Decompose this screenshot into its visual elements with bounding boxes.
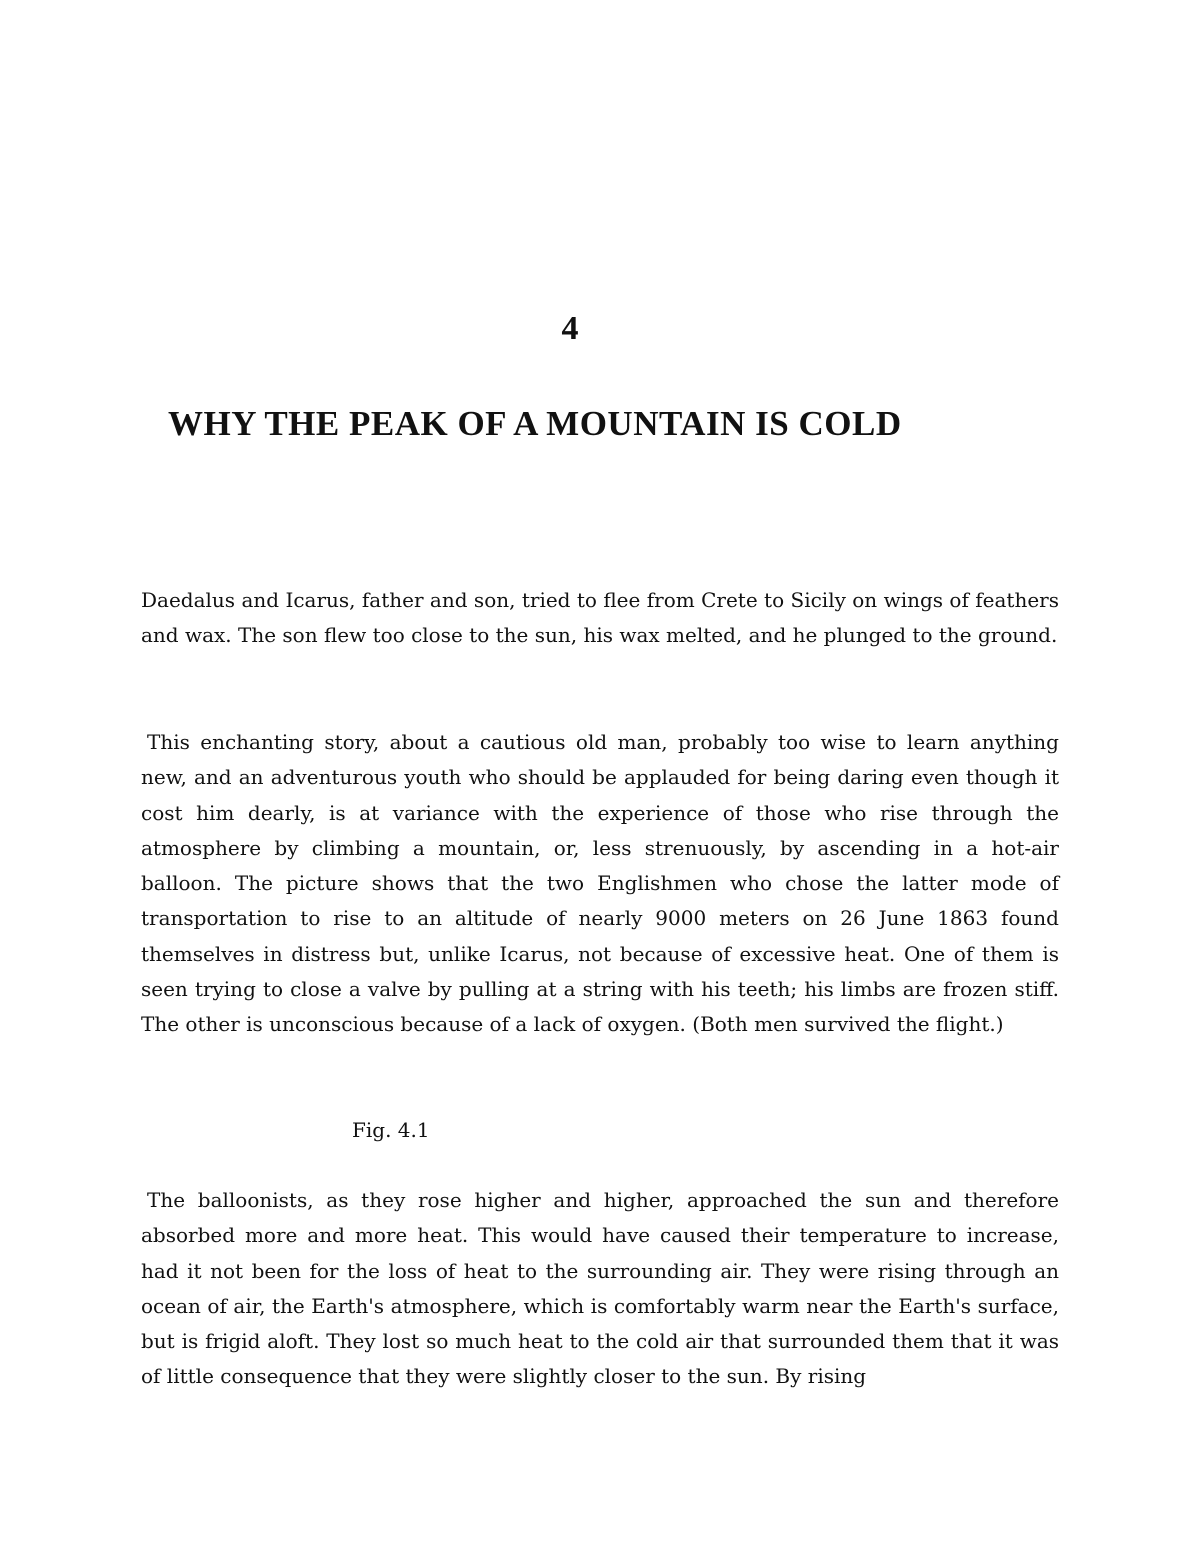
paragraph-daedalus-icarus: Daedalus and Icarus, father and son, tried to flee from Crete to Sicily on wings of feathers and wax. The son flew too close to the sun, his wax melted, and he plunged to the ground.: [141, 588, 1059, 648]
figure-caption: Fig. 4.1: [352, 1118, 430, 1142]
paragraph-balloon-story: This enchanting story, about a cautious old man, probably too wise to learn anything new, and an adventurous youth who should be applauded for being daring even though it cost him dearly, is at variance with the experience of those who rise through the atmosphere by climbing a mountain, or, less strenuously, by ascending in a hot-air balloon. The picture shows that the two Englishmen who chose the latter mode of transportation to rise to an altitude of nearly 9000 meters on 26 June 1863 found themselves in distress but, unlike Icarus, not because of excessive heat. One of them is seen trying to close a valve by pulling at a string with his teeth; his limbs are frozen stiff. The other is unconscious because of a lack of oxygen. (Both men survived the flight.): [141, 730, 1059, 1037]
chapter-title: WHY THE PEAK OF A MOUNTAIN IS COLD: [168, 404, 902, 443]
chapter-number: 4: [561, 310, 579, 347]
paragraph-balloonists-heat: The balloonists, as they rose higher and higher, approached the sun and therefore absorbed more and more heat. This would have caused their temperature to increase, had it not been for the loss of heat to the surrounding air. They were rising through an ocean of air, the Earth's atmosphere, which is comfortably warm near the Earth's surface, but is frigid aloft. They lost so much heat to the cold air that surrounded them that it was of little consequence that they were slightly closer to the sun. By rising: [141, 1188, 1059, 1389]
